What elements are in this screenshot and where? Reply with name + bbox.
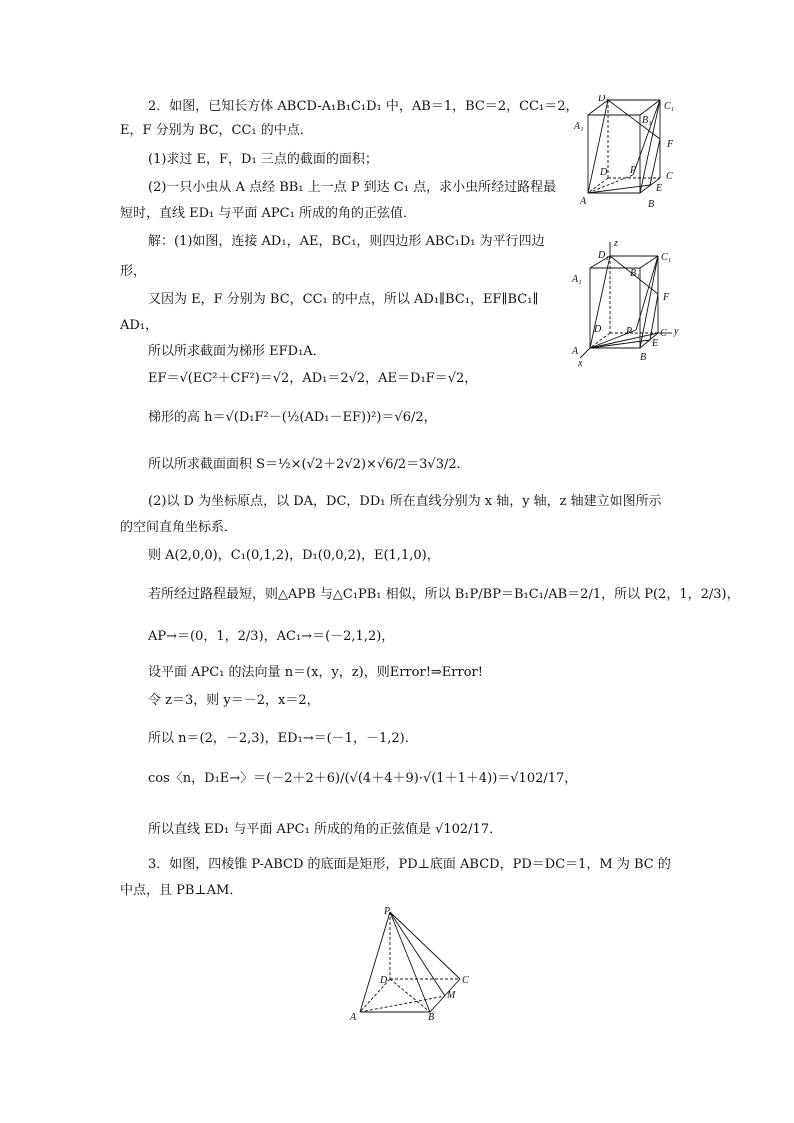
solution-line: 的空间直角坐标系． (120, 520, 238, 535)
solution-line: 所以 n＝(2，－2,3)，ED₁→＝(－1，－1,2)． (148, 731, 418, 746)
solution-line: 解：(1)如图，连接 AD₁，AE，BC₁，则四边形 ABC₁D₁ 为平行四边 (148, 234, 545, 249)
label-D: D (594, 324, 602, 335)
problem3-line2: 中点，且 PB⊥AM． (120, 883, 243, 898)
solution-line: (2)以 D 为坐标原点，以 DA，DC，DD₁ 所在直线分别为 x 轴，y 轴，z 轴建立如图所示 (148, 494, 662, 509)
label-E: E (656, 183, 663, 194)
label-D1: D₁ (598, 250, 609, 261)
cuboid-front-face (590, 268, 640, 348)
label-F: F (663, 292, 670, 303)
solution-line: 设平面 APC₁ 的法向量 n＝(x，y，z)，则Error!⇒Error! (148, 665, 483, 680)
problem2-question2-line2: 短时，直线 ED₁ 与平面 APC₁ 所成的角的正弦值． (120, 206, 416, 221)
label-C1: C₁ (661, 252, 672, 263)
problem2-stem-line2: E，F 分别为 BC，CC₁ 的中点． (120, 123, 313, 138)
label-M: M (447, 990, 456, 1001)
problem2-question1: (1)求过 E，F，D₁ 三点的截面的面积； (148, 152, 378, 167)
label-P: P (384, 906, 391, 917)
label-A: A (580, 196, 587, 207)
label-B1: B₁ (642, 115, 652, 126)
label-x: x (578, 358, 583, 368)
problem2-stem-line1: 2．如图，已知长方体 ABCD-A₁B₁C₁D₁ 中，AB＝1，BC＝2，CC₁＝2， (148, 99, 579, 114)
label-z: z (614, 238, 618, 249)
label-B: B (648, 199, 655, 210)
solution-line: cos〈n，D₁E→〉＝(－2＋2＋6)/(√(4＋4＋9)·√(1＋1＋4))＝√102/17， (148, 771, 578, 786)
solution-line: AP→＝(0，1，2/3)，AC₁→＝(－2,1,2)， (148, 629, 395, 644)
label-B: B (640, 352, 647, 363)
label-D: D (600, 167, 608, 178)
solution-line: 若所经过路程最短，则△APB 与△C₁PB₁ 相似，所以 B₁P/BP＝B₁C₁/AB＝2/1，所以 P(2，1，2/3)， (148, 587, 740, 602)
x-axis (580, 348, 590, 358)
label-P: P (626, 326, 633, 337)
label-C: C (666, 171, 673, 182)
label-E: E (652, 338, 659, 349)
label-C1: C₁ (664, 101, 675, 112)
label-D: D (380, 975, 388, 986)
cuboid-front-face (588, 115, 640, 193)
problem3-line1: 3．如图，四棱锥 P-ABCD 的底面是矩形，PD⊥底面 ABCD，PD＝DC＝1，M 为 BC 的 (148, 857, 671, 872)
problem2-question2-line1: (2)一只小虫从 A 点经 BB₁ 上一点 P 到达 C₁ 点，求小虫所经过路程最 (148, 180, 557, 195)
label-A1: A₁ (572, 274, 582, 285)
cuboid-figure-2 (568, 236, 688, 368)
label-y: y (674, 326, 679, 337)
label-B1: B₁ (630, 268, 640, 279)
label-A: A (572, 346, 579, 357)
solution-line: 则 A(2,0,0)，C₁(0,1,2)，D₁(0,0,2)，E(1,1,0)， (148, 548, 440, 563)
pyramid-figure (348, 904, 476, 1022)
solution-line: 形， (120, 264, 147, 279)
solution-line: EF＝√(EC²＋CF²)＝√2，AD₁＝2√2，AE＝D₁F＝√2， (148, 371, 478, 386)
label-F: F (667, 139, 674, 150)
label-B: B (428, 1012, 435, 1022)
solution-line: 所以所求截面为梯形 EFD₁A． (148, 344, 326, 359)
solution-line: 所以直线 ED₁ 与平面 APC₁ 所成的角的正弦值是 √102/17． (148, 822, 503, 837)
solution-line: 令 z＝3，则 y＝－2，x＝2， (148, 693, 320, 708)
label-C: C (660, 328, 667, 339)
solution-line: 所以所求截面面积 S＝½×(√2＋2√2)×√6/2＝3√3/2． (148, 457, 470, 472)
cuboid-figure-1 (570, 95, 688, 213)
solution-line: AD₁， (120, 318, 159, 333)
solution-line: 梯形的高 h＝√(D₁F²－(½(AD₁－EF))²)＝√6/2， (148, 410, 437, 425)
label-D1: D₁ (598, 95, 609, 104)
label-C: C (462, 975, 469, 986)
solution-line: 又因为 E，F 分别为 BC，CC₁ 的中点，所以 AD₁∥BC₁，EF∥BC₁∥ (148, 292, 539, 307)
label-P: P (630, 165, 637, 176)
label-A1: A₁ (574, 121, 584, 132)
label-A: A (350, 1012, 357, 1022)
